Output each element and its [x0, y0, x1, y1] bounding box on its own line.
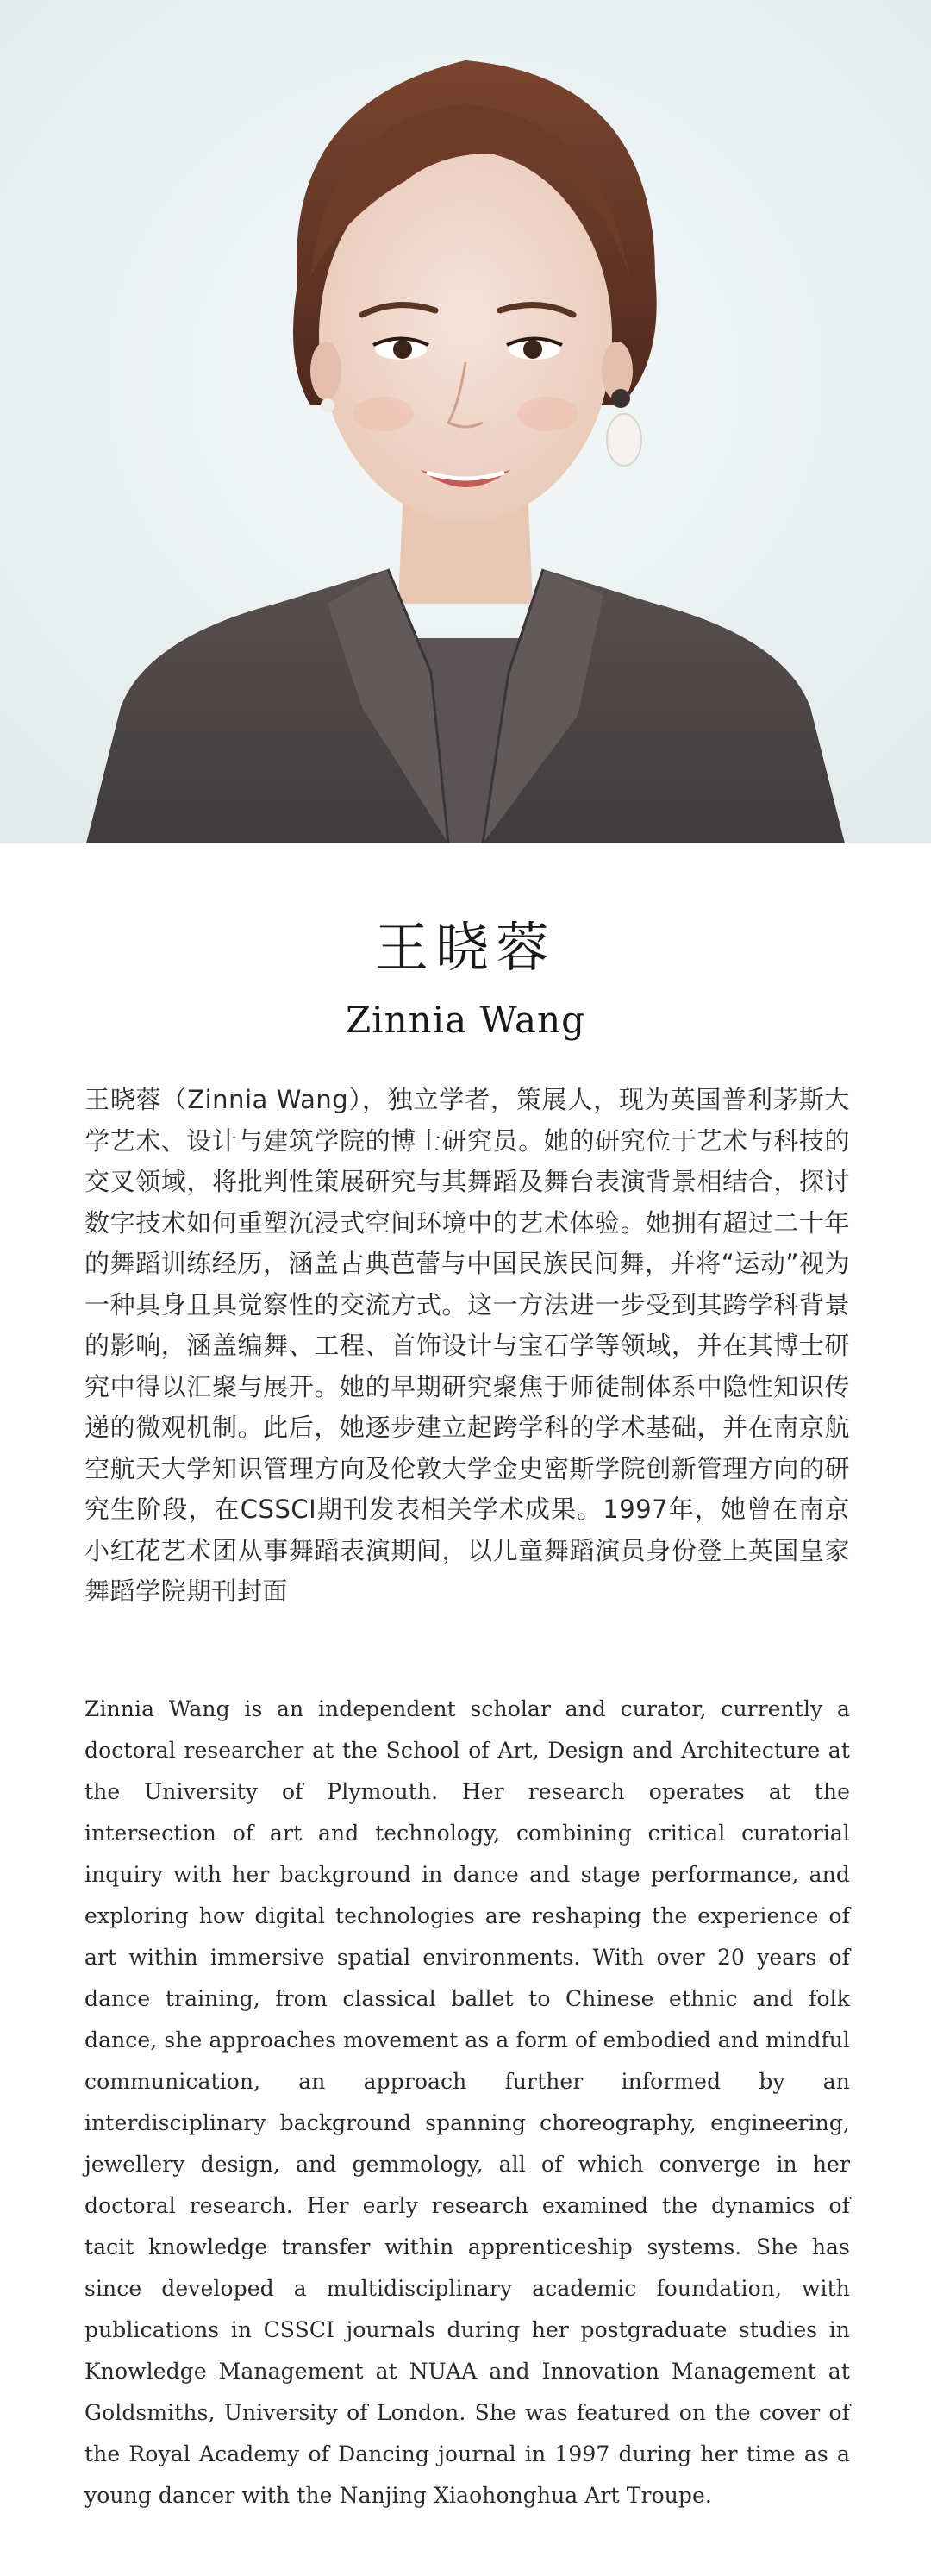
name-chinese: 王晓蓉: [374, 916, 556, 979]
biography-chinese: 王晓蓉（Zinnia Wang），独立学者，策展人，现为英国普利茅斯大学艺术、设计与建筑学院的博士研究员。她的研究位于艺术与科技的交叉领域，将批判性策展研究与其舞蹈及舞台表演背景相结合，探讨数字技术如何重塑沉浸式空间环境中的艺术体验。她拥有超过二十年的舞蹈训练经历，涵盖古典芭蕾与中国民族民间舞，并将“运动”视为一种具身且具觉察性的交流方式。这一方法进一步受到其跨学科背景的影响，涵盖编舞、工程、首饰设计与宝石学等领域，并在其博士研究中得以汇聚与展开。她的早期研究聚焦于师徒制体系中隐性知识传递的微观机制。此后，她逐步建立起跨学科的学术基础，并在南京航空航天大学知识管理方向及伦敦大学金史密斯学院创新管理方向的研究生阶段，在CSSCI期刊发表相关学术成果。1997年，她曾在南京小红花艺术团从事舞蹈表演期间，以儿童舞蹈演员身份登上英国皇家舞蹈学院期刊封面: [84, 1085, 850, 1606]
biography-english: Zinnia Wang is an independent scholar and curator, currently a doctoral researcher at the School of Art, Design and Architecture at the University of Plymouth. Her research operates at the intersection of art and technology, combining critical curatorial inquiry with her background in dance and stage performance, and exploring how digital technologies are reshaping the experience of art within immersive spatial environments. With over 20 years of dance training, from classical ballet to Chinese ethnic and folk dance, she approaches movement as a form of embodied and mindful communication, an approach further informed by an interdisciplinary background spanning choreography, engineering, jewellery design, and gemmology, all of which converge in her doctoral research. Her early research examined the dynamics of tacit knowledge transfer within apprenticeship systems. She has since developed a multidisciplinary academic foundation, with publications in CSSCI journals during her postgraduate studies in Knowledge Management at NUAA and Innovation Management at Goldsmiths, University of London. She was featured on the cover of the Royal Academy of Dancing journal in 1997 during her time as a young dancer with the Nanjing Xiaohonghua Art Troupe.: [84, 1696, 850, 2508]
portrait-photo: [0, 0, 931, 843]
name-english: Zinnia Wang: [345, 999, 586, 1041]
